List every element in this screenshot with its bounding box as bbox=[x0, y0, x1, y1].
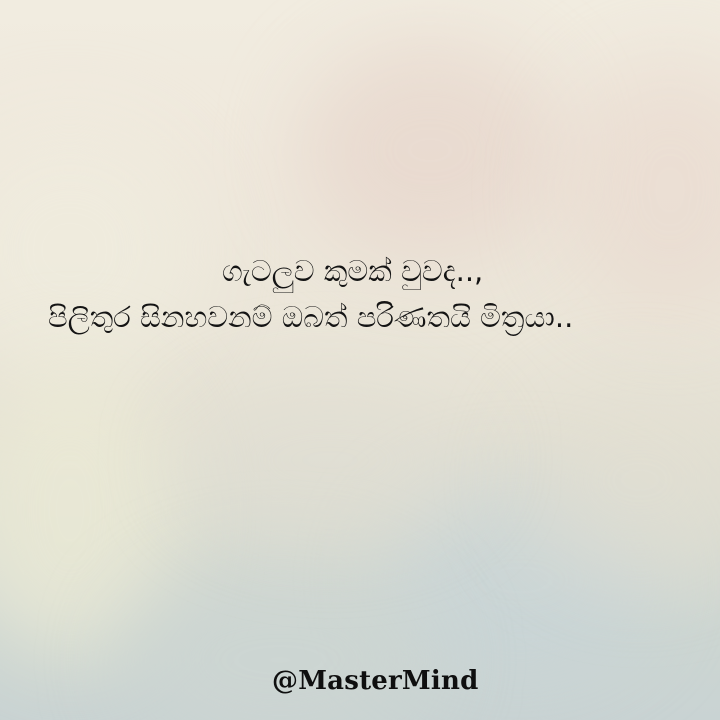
background-blur-patch bbox=[300, 40, 560, 260]
background-blur-patch bbox=[560, 60, 720, 320]
quote-line-1: ගැටලුව කුමක් වුවද.., bbox=[222, 254, 484, 288]
author-signature: @MasterMind bbox=[272, 666, 479, 696]
quote-line-2: පිලිතුර සිනහවනම් ඔබත් පරිණතයි මිත්‍රයා.. bbox=[48, 300, 574, 334]
background-blur-patch bbox=[180, 380, 480, 540]
background-blur-patch bbox=[0, 120, 200, 380]
